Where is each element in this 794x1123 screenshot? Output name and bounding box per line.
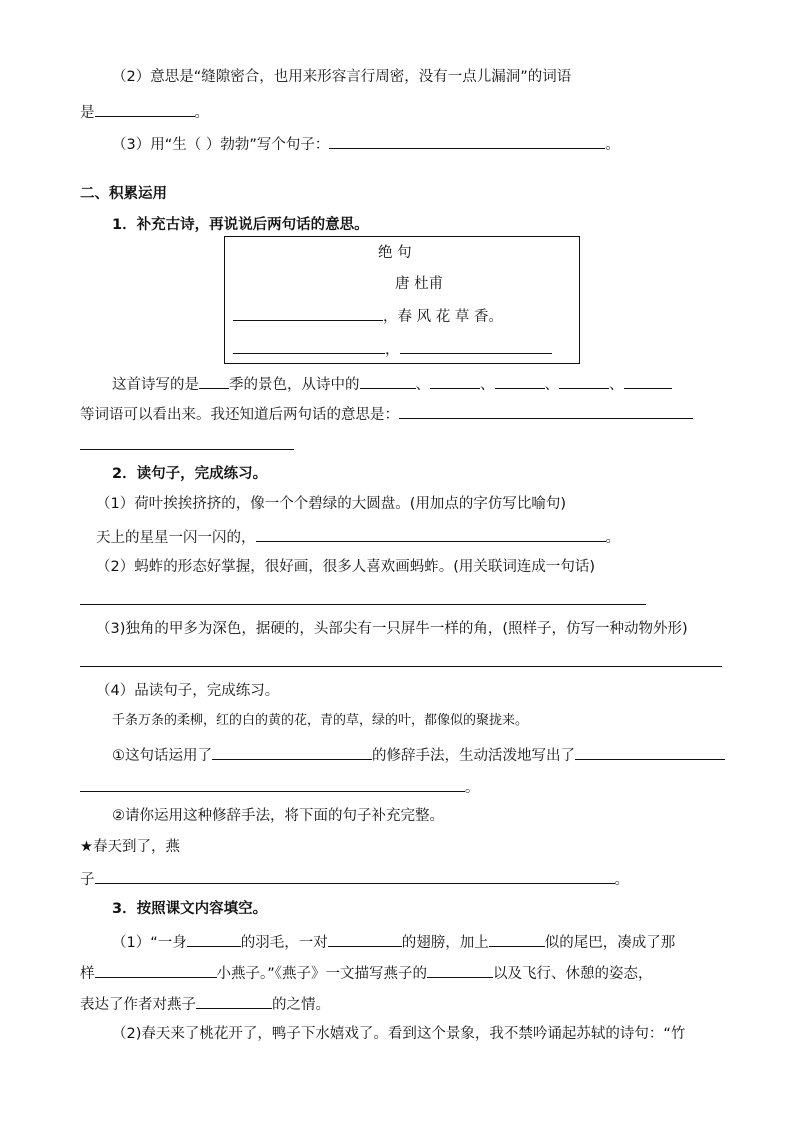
s1-prompt: （1）荷叶挨挨挤挤的，像一个个碧绿的大圆盘。(用加点的字仿写比喻句) bbox=[96, 496, 567, 512]
p1-line3: 表达了作者对燕子 的之情。 bbox=[80, 993, 330, 1015]
s3-prompt: （3)独角的甲多为深色，据硬的，头部尖有一只屏牛一样的角，(照样子，仿写一种动物外形) bbox=[96, 621, 688, 637]
q2-line1 bbox=[112, 67, 571, 87]
p1-line1: （1）“一身 的羽毛，一对 的翅膀，加上 似的尾巴，凑成了那 bbox=[112, 931, 675, 953]
q3-blank[interactable] bbox=[329, 133, 605, 149]
poem-blank-1[interactable] bbox=[233, 305, 383, 321]
s3-blank[interactable] bbox=[80, 666, 722, 667]
word-blank-1[interactable] bbox=[360, 373, 416, 389]
meaning-blank-2[interactable] bbox=[80, 449, 294, 450]
q2-blank[interactable] bbox=[95, 101, 195, 117]
rhetoric-blank[interactable] bbox=[212, 744, 372, 760]
q3-end: 。 bbox=[605, 137, 620, 153]
meaning-blank-1[interactable] bbox=[399, 403, 693, 419]
q2-shi: 是 bbox=[80, 105, 95, 121]
poem-line1-tail: ，春 风 花 草 香。 bbox=[383, 309, 503, 325]
q3-text: （3）用“生（ ）勃勃”写个句子： bbox=[112, 137, 330, 153]
p1-line2: 样 小燕子。”《燕子》一文描写燕子的 以及飞行、休憩的姿态， bbox=[80, 962, 653, 984]
p2-line: （2)春天来了桃花开了，鸭子下水嬉戏了。看到这个景象，我不禁吟诵起苏轼的诗句：“竹 bbox=[112, 1026, 686, 1042]
s1-blank[interactable] bbox=[256, 526, 606, 542]
poem-title: 绝 句 bbox=[378, 245, 412, 261]
word-blank-5[interactable] bbox=[624, 373, 672, 389]
feeling-blank[interactable] bbox=[196, 993, 272, 1009]
section-title: 二、积累运用 bbox=[80, 186, 167, 202]
s4-q2: ②请你运用这种修辞手法，将下面的句子补充完整。 bbox=[112, 808, 444, 824]
meaning-line: 等词语可以看出来。我还知道后两句话的意思是： bbox=[80, 403, 693, 425]
q3-line bbox=[112, 133, 620, 155]
poem-blank-2[interactable] bbox=[233, 338, 385, 354]
s2-prompt: （2）蚂蚱的形态好掌握，很好画，很多人喜欢画蚂蚱。(用关联词连成一句话) bbox=[96, 559, 596, 575]
effect-blank-2[interactable] bbox=[80, 776, 465, 792]
swallow-blank[interactable] bbox=[95, 868, 615, 884]
item3-heading: 3．按照课文内容填空。 bbox=[112, 901, 268, 917]
star-line: ★春天到了，燕 bbox=[80, 839, 180, 855]
tail-blank[interactable] bbox=[489, 931, 545, 947]
season-blank[interactable] bbox=[199, 373, 229, 389]
poem-line1 bbox=[233, 305, 503, 327]
wing-blank[interactable] bbox=[328, 931, 402, 947]
s4-prompt: （4）品读句子，完成练习。 bbox=[96, 683, 280, 699]
item2-heading: 2．读句子，完成练习。 bbox=[112, 466, 268, 482]
q2-end: 。 bbox=[194, 105, 209, 121]
word-blank-3[interactable] bbox=[495, 373, 545, 389]
q2-line2 bbox=[80, 101, 209, 123]
s4-quote: 千条万条的柔柳，红的白的黄的花，青的草，绿的叶，都像似的聚拢来。 bbox=[112, 713, 529, 728]
s4-q1: ①这句话运用了 的修辞手法，生动活泼地写出了 bbox=[112, 744, 725, 766]
poem-line2 bbox=[233, 338, 552, 360]
effect-blank-1[interactable] bbox=[575, 744, 725, 760]
s4-q1-cont: 。 bbox=[80, 776, 480, 798]
season-line: 这首诗写的是 季的景色，从诗中的 、 、 、 、 bbox=[112, 373, 672, 395]
appearance-blank[interactable] bbox=[427, 962, 493, 978]
feather-blank[interactable] bbox=[187, 931, 241, 947]
poem-comma: ， bbox=[385, 342, 400, 358]
item1-heading: 1．补充古诗，再说说后两句话的意思。 bbox=[112, 217, 369, 233]
poem-author: 唐 杜甫 bbox=[395, 276, 444, 292]
swallow-desc-blank[interactable] bbox=[95, 962, 217, 978]
s2-blank[interactable] bbox=[80, 604, 646, 605]
q2-text: （2）意思是“缝隙密合，也用来形容言行周密，没有一点儿漏洞”的词语 bbox=[112, 69, 572, 85]
zi-line: 子 。 bbox=[80, 868, 629, 890]
word-blank-4[interactable] bbox=[559, 373, 609, 389]
poem-blank-3[interactable] bbox=[400, 338, 552, 354]
s1-fill: 天上的星星一闪一闪的， 。 bbox=[96, 526, 620, 548]
word-blank-2[interactable] bbox=[430, 373, 480, 389]
